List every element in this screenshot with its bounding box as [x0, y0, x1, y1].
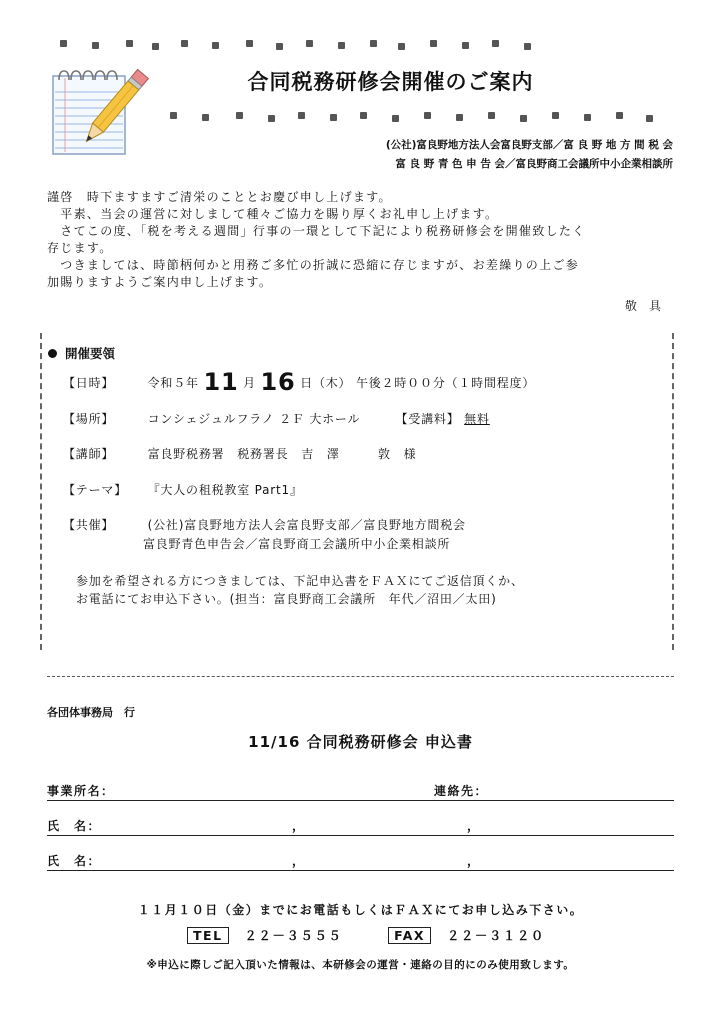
decorative-dots-top — [0, 40, 721, 60]
contact-numbers — [187, 926, 545, 944]
letter-body — [47, 189, 677, 291]
tel-number: ２２－３５５５ — [244, 928, 343, 943]
venue-value: コンシェジュルフラノ ２Ｆ 大ホール — [147, 412, 361, 426]
speaker-value: 富良野税務署 税務署長 吉 澤 敦 様 — [147, 447, 417, 461]
speaker-row — [63, 445, 416, 462]
cohost-line-1: (公社)富良野地方法人会富良野支部／富良野地方間税会 — [147, 518, 466, 532]
date-day: 16 — [260, 368, 296, 396]
name-line-1[interactable] — [47, 818, 674, 836]
speaker-label: 【講師】 — [63, 447, 115, 461]
comma: ， — [292, 819, 306, 833]
fee-value: 無料 — [464, 412, 490, 426]
letter-line: 謹啓 時下ますますご清栄のこととお慶び申し上げます。 — [47, 190, 392, 204]
tel-label: TEL — [187, 927, 229, 944]
venue-row — [63, 410, 490, 427]
bullet-icon — [48, 349, 57, 358]
comma: ， — [467, 854, 481, 868]
deadline-text: １１月１０日（金）までにお電話もしくはＦＡＸにてお申し込み下さい。 — [137, 903, 584, 917]
cohost-label: 【共催】 — [63, 518, 115, 532]
cohost-line-2: 富良野青色申告会／富良野商工会議所中小企業相談所 — [143, 537, 451, 551]
comma: ， — [467, 819, 481, 833]
form-title: 11/16 合同税務研修会 申込書 — [248, 733, 473, 751]
fax-number: ２２－３１２０ — [446, 928, 545, 943]
office-label: 事業所名： — [47, 784, 115, 798]
fax-label: FAX — [388, 927, 431, 944]
name-label: 氏 名： — [47, 854, 102, 868]
organizer-line-2: 富 良 野 青 色 申 告 会／富良野商工会議所中小企業相談所 — [395, 158, 673, 170]
fee-label: 【受講料】 — [395, 412, 460, 426]
comma: ， — [292, 854, 306, 868]
letter-line: 平素、当会の運営に対しまして種々ご協力を賜り厚くお礼申し上げます。 — [47, 207, 499, 221]
name-label: 氏 名： — [47, 819, 102, 833]
details-heading: 開催要領 — [48, 344, 115, 362]
date-label: 【日時】 — [63, 376, 115, 390]
cut-line — [47, 676, 674, 677]
letter-line: 加賜りますようご案内申し上げます。 — [47, 275, 273, 289]
page-title: 合同税務研修会開催のご案内 — [247, 70, 534, 94]
closing-phrase: 敬具 — [624, 299, 673, 313]
name-line-2[interactable] — [47, 853, 674, 871]
privacy-note: ※申込に際しご記入頂いた情報は、本研修会の運営・連絡の目的にのみ使用致します。 — [146, 959, 575, 971]
organizer-line-1: (公社)富良野地方法人会富良野支部／富 良 野 地 方 間 税 会 — [385, 139, 673, 151]
office-line[interactable] — [47, 783, 674, 801]
note-line-2: お電話にてお申込下さい。(担当：富良野商工会議所 年代／沼田／太田) — [76, 592, 497, 606]
venue-label: 【場所】 — [63, 412, 115, 426]
date-row: 【日時】 令和５年 11 月 16 日（木） 午後２時００分（１時間程度） — [63, 368, 536, 396]
addressee: 各団体事務局 行 — [47, 706, 135, 719]
date-month: 11 — [203, 368, 239, 396]
letter-line: 存じます。 — [47, 241, 113, 255]
theme-label: 【テーマ】 — [63, 483, 128, 497]
contact-label: 連絡先： — [434, 784, 489, 798]
note-line-1: 参加を希望される方につきましては、下記申込書をＦＡＸにてご返信頂くか、 — [76, 574, 524, 588]
theme-row — [63, 481, 303, 498]
letter-line: さてこの度、｢税を考える週間｣ 行事の一環として下記により税務研修会を開催致したく — [47, 224, 586, 238]
theme-value: 『大人の租税教室 Part1』 — [147, 483, 303, 497]
cohost-row — [63, 516, 466, 533]
letter-line: つきましては、時節柄何かと用務ご多忙の折誠に恐縮に存じますが、お差繰りの上ご参 — [47, 258, 580, 272]
